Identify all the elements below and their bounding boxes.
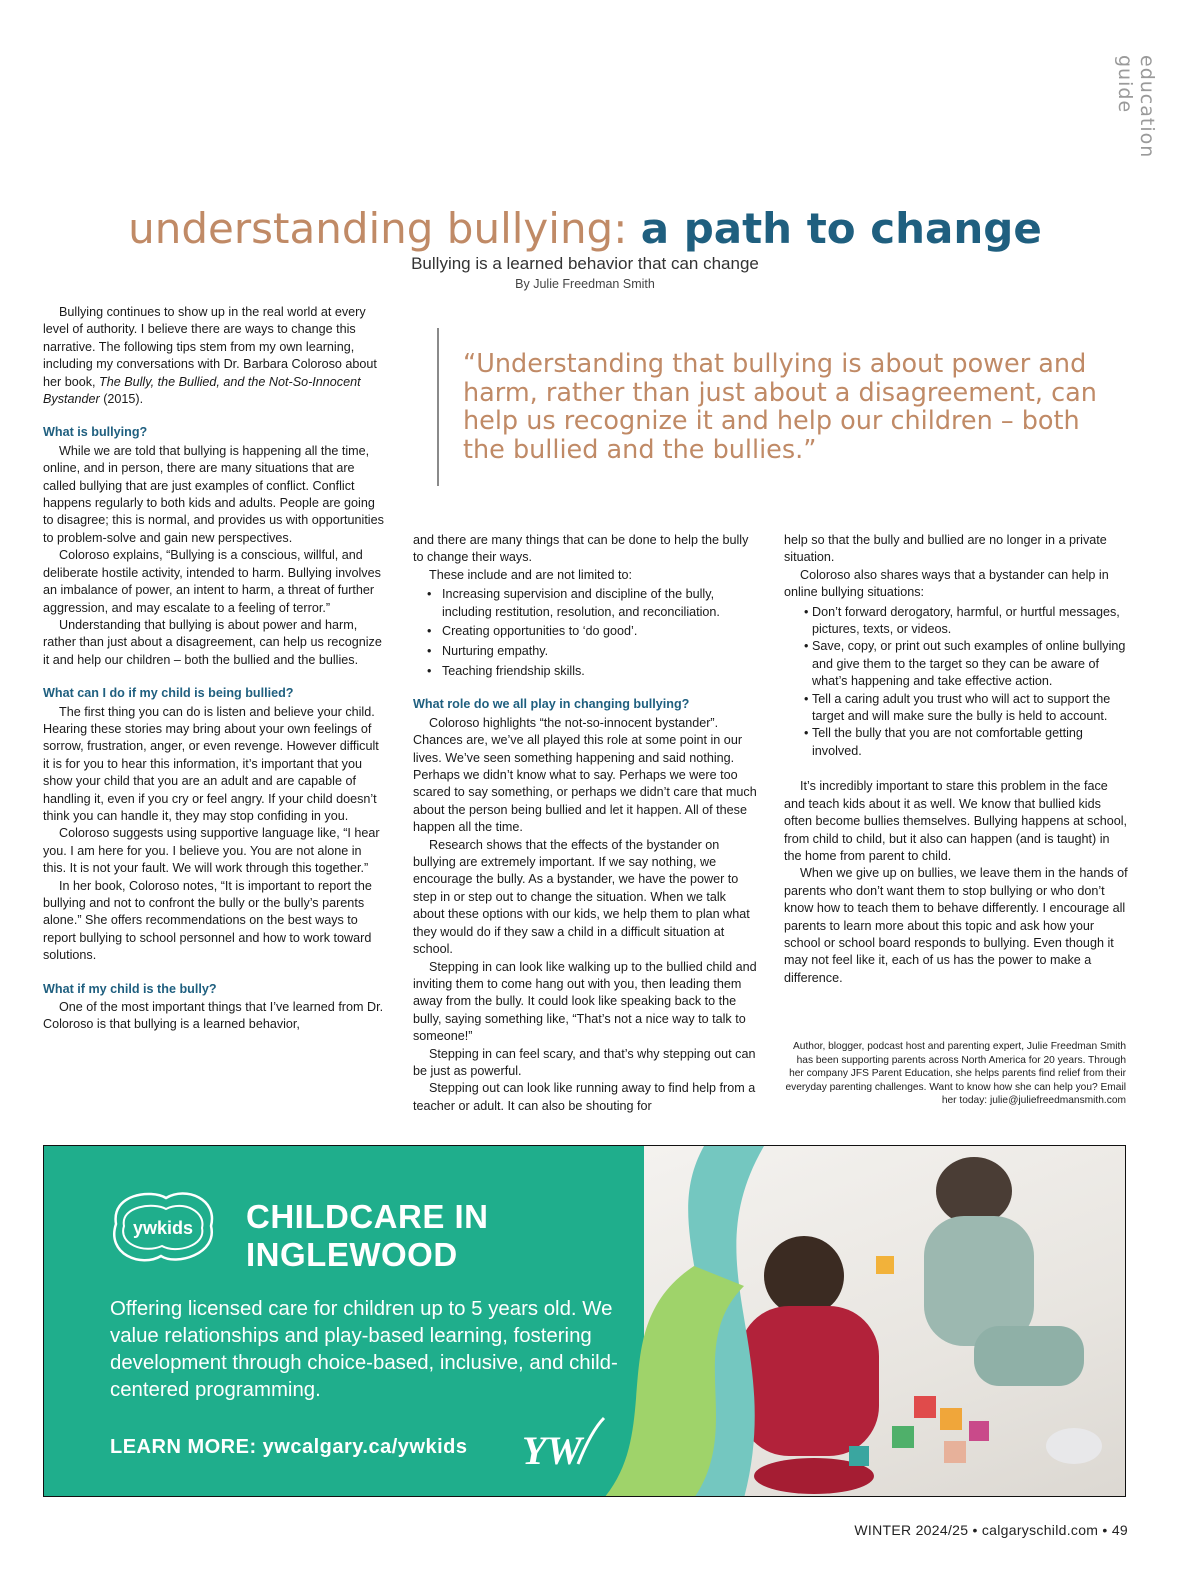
list-item: • Save, copy, or print out such examples of online bullying and give them to the target so they can be aware of what’s happening and take effective action. <box>784 638 1129 690</box>
column-three <box>784 532 1129 987</box>
yw-brand-logo <box>520 1414 606 1472</box>
ad-body-text: Offering licensed care for children up to 5 years old. We value relationships and play-based learning, fostering development through choice-based, inclusive, and child-centered programming. <box>110 1298 618 1401</box>
paragraph: Stepping in can feel scary, and that’s why stepping out can be just as powerful. <box>413 1046 756 1078</box>
online-bystander-list <box>784 604 1129 761</box>
ywkids-logo <box>106 1184 220 1268</box>
author-bio: Author, blogger, podcast host and parenting expert, Julie Freedman Smith has been supporting parents across North America for 20 years. Through her company JFS Parent Education, she helps parents find relief from their everyday parenting challenges. Want to know how she can help you? Email her today: julie@juliefreedmansmith.com <box>785 1041 1126 1107</box>
heading-child-bullied: What can I do if my child is being bullied? <box>43 686 294 701</box>
pull-quote <box>437 328 1117 486</box>
help-bully-list <box>413 586 759 680</box>
paragraph: Understanding that bullying is about power and harm, rather than just about a disagreement, can help us recognize it and help our children – both the bullied and the bullies. <box>43 617 382 667</box>
list-item: • Teaching friendship skills. <box>413 663 759 680</box>
section-tag: education guide <box>1114 55 1158 159</box>
paragraph: help so that the bully and bullied are no longer in a private situation. <box>784 533 1107 565</box>
paragraph: Stepping in can look like walking up to the bullied child and inviting them to come hang out with you, then leading them away from the bully. It could look like speaking back to the bully, saying something like, “That’s not a nice way to talk to someone!” <box>413 959 757 1044</box>
list-item: • Tell the bully that you are not comfortable getting involved. <box>784 725 1129 760</box>
paragraph: One of the most important things that I’ve learned from Dr. Coloroso is that bullying is a learned behavior, <box>43 1000 384 1032</box>
heading-child-is-bully: What if my child is the bully? <box>43 981 217 996</box>
paragraph: In her book, Coloroso notes, “It is important to report the bullying and not to confront the bully or the bully’s parents alone.” She offers recommendations on the best ways to report bullying to school personnel and how to work toward solutions. <box>43 878 372 963</box>
column-one <box>43 304 385 1034</box>
paragraph: Coloroso explains, “Bullying is a conscious, willful, and deliberate hostile activity, intended to harm. Bullying involves an imbalance of power, an intent to harm, a threat of further aggression, and may escalate to a feeling of terror.” <box>43 548 381 615</box>
cta-url[interactable]: ywcalgary.ca/ywkids <box>262 1436 468 1458</box>
title-part-one: understanding bullying: <box>128 204 628 253</box>
paragraph: Coloroso suggests using supportive language like, “I hear you. I am here for you. I believe you. You are not alone in this. It is not your fault. We will work through this together.” <box>43 826 380 876</box>
paragraph: Research shows that the effects of the bystander on bullying are extremely important. If we say nothing, we encourage the bully. As a bystander, we have the power to step in or step out to change the situation. When we talk about these options with our kids, we help them to plan what they would do if they saw a child in a difficult situation at school. <box>413 837 750 957</box>
pull-quote-text: “Understanding that bullying is about power and harm, rather than just about a disagreement, can help us recognize it and help our children – both the bullied and the bullies.” <box>463 349 1097 465</box>
article-title <box>0 203 1170 255</box>
list-item: • Nurturing empathy. <box>413 643 759 660</box>
paragraph: Coloroso also shares ways that a bystander can help in online bullying situations: <box>784 567 1109 600</box>
logo-text: ywkids <box>132 1218 194 1238</box>
paragraph: These include and are not limited to: <box>429 567 633 582</box>
page-footer: WINTER 2024/25 • calgaryschild.com • 49 <box>854 1522 1128 1538</box>
headline-line-one: CHILDCARE IN <box>246 1198 489 1235</box>
list-item: • Don’t forward derogatory, harmful, or hurtful messages, pictures, texts, or videos. <box>784 604 1129 639</box>
paragraph: and there are many things that can be done to help the bully to change their ways. <box>413 533 749 565</box>
intro-text-end: (2015). <box>99 392 144 407</box>
article-subtitle: Bullying is a learned behavior that can change <box>411 254 759 273</box>
column-two <box>413 532 759 1115</box>
childcare-advertisement[interactable] <box>43 1145 1126 1497</box>
list-item: • Creating opportunities to ‘do good’. <box>413 623 759 640</box>
cta-label: LEARN MORE: <box>110 1436 257 1458</box>
intro-paragraph <box>43 304 385 408</box>
paragraph: While we are told that bullying is happening all the time, online, and in person, there are many situations that are called bullying that are just examples of conflict. Conflict happens regularly to both kids and adults. People are going to disagree; this is normal, and provides us with opportunities to problem-solve and gain new perspectives. <box>43 443 384 545</box>
headline-line-two: INGLEWOOD <box>246 1236 458 1273</box>
paragraph: When we give up on bullies, we leave them in the hands of parents who don’t want them to stop bullying or who don’t know how to teach them to behave differently. I encourage all parents to learn more about this topic and ask how your school or school board responds to bullying. Even though it may not feel like it, each of us has the power to make a difference. <box>784 866 1128 985</box>
article-byline: By Julie Freedman Smith <box>515 277 655 291</box>
book-title: The Bully, the Bullied, and the Not-So-Innocent Bystander <box>43 374 361 407</box>
paragraph: Coloroso highlights “the not-so-innocent bystander”. Chances are, we’ve all played this role at some point in our lives. We’ve seen something happening and said nothing. Perhaps we didn’t know what to say. Perhaps we were too scared to say something, or perhaps we didn’t care that much about the person being bullied and let it happen. All of these happen all the time. <box>413 715 757 835</box>
paragraph: It’s incredibly important to stare this problem in the face and teach kids about it as well. We know that bullied kids often become bullies themselves. Bullying happens at school, from child to child, but it also can happen (and is taught) in the home from parent to child. <box>784 779 1128 863</box>
list-item: • Tell a caring adult you trust who will act to support the target and will make sure the bully is held to account. <box>784 691 1129 726</box>
heading-bystander-role: What role do we all play in changing bullying? <box>413 697 690 712</box>
paragraph: Stepping out can look like running away to find help from a teacher or adult. It can also be shouting for <box>413 1081 756 1113</box>
heading-what-is-bullying: What is bullying? <box>43 425 148 440</box>
list-item: • Increasing supervision and discipline of the bully, including restitution, resolution, and reconciliation. <box>413 586 759 621</box>
ad-headline <box>246 1198 489 1274</box>
yw-brand-text: YW <box>522 1428 582 1472</box>
learn-more-link[interactable] <box>110 1436 467 1459</box>
paragraph: The first thing you can do is listen and believe your child. Hearing these stories may bring about your own feelings of sorrow, frustration, anger, or even revenge. However difficult it is for you to hear this information, it’s important that you show your child that you are an adult and are capable of handling it, even if you cry or feel angry. If your child doesn’t think you can handle it, they may stop confiding in you. <box>43 704 379 823</box>
title-part-two: a path to change <box>640 204 1042 253</box>
intro-text: Bullying continues to show up in the real world at every level of authority. I believe there are ways to change this narrative. The following tips stem from my own learning, including my conversations with Dr. Barbara Coloroso about her book, <box>43 305 377 389</box>
